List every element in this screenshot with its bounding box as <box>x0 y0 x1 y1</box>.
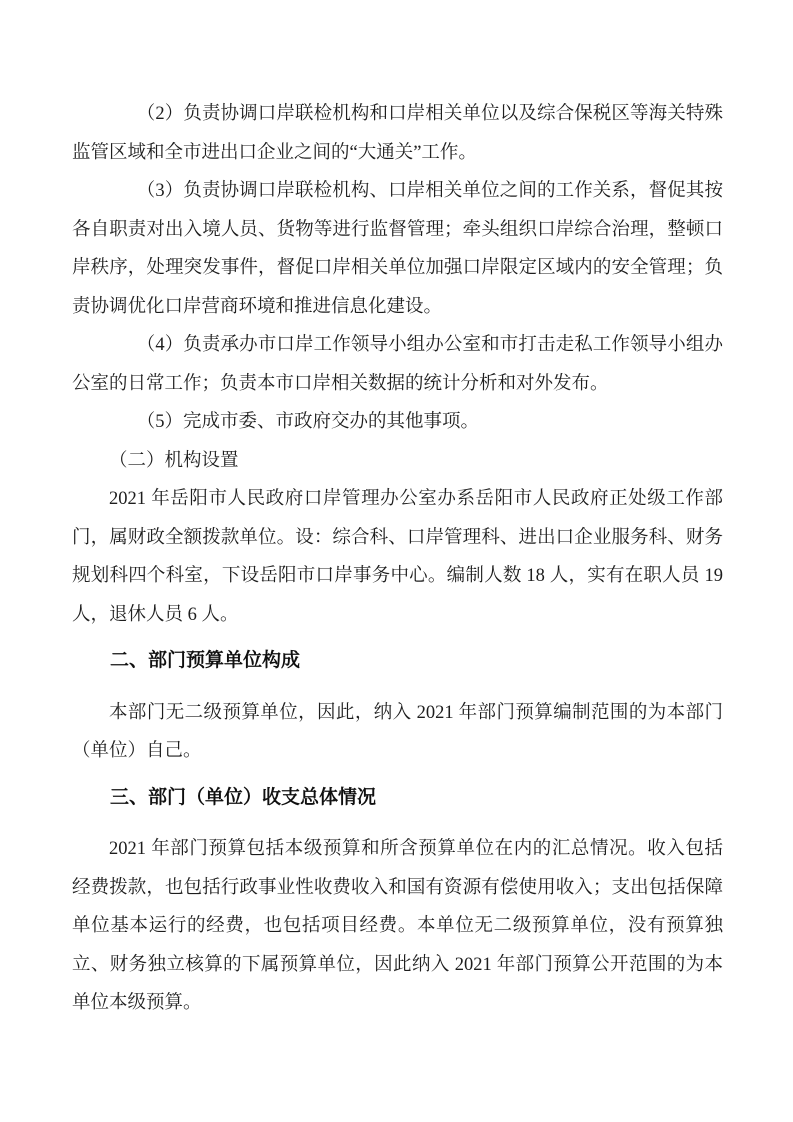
paragraph: （2）负责协调口岸联检机构和口岸相关单位以及综合保税区等海关特殊监管区域和全市进出口企业之间的“大通关”工作。 <box>72 104 723 163</box>
paragraph: 2021 年岳阳市人民政府口岸管理办公室办系岳阳市人民政府正处级工作部门，属财政全额拨款单位。设：综合科、口岸管理科、进出口企业服务科、财务规划科四个科室，下设岳阳市口岸事务中心。编制人数 18 人，实有在职人员 19 人，退休人员 6 人。 <box>72 489 723 625</box>
section-heading: 三、部门（单位）收支总体情况 <box>110 786 377 808</box>
paragraph: （5）完成市委、市政府交办的其他事项。 <box>136 412 480 432</box>
paragraph: 本部门无二级预算单位，因此，纳入 2021 年部门预算编制范围的为本部门（单位）自己。 <box>72 702 723 761</box>
paragraph: 2021 年部门预算包括本级预算和所含预算单位在内的汇总情况。收入包括经费拨款，也包括行政事业性收费收入和国有资源有偿使用收入；支出包括保障单位基本运行的经费，也包括项目经费。本单位无二级预算单位，没有预算独立、财务独立核算的下属预算单位，因此纳入 2021 年部门预算公开范围的为本单位本级预算。 <box>72 839 723 1013</box>
paragraph: （二）机构设置 <box>109 450 239 471</box>
document-body <box>72 95 723 1023</box>
paragraph: （3）负责协调口岸联检机构、口岸相关单位之间的工作关系，督促其按各自职责对出入境人员、货物等进行监督管理；牵头组织口岸综合治理，整顿口岸秩序，处理突发事件，督促口岸相关单位加强口岸限定区域内的安全管理；负责协调优化口岸营商环境和推进信息化建设。 <box>72 181 723 317</box>
section-heading: 二、部门预算单位构成 <box>110 650 301 671</box>
paragraph: （4）负责承办市口岸工作领导小组办公室和市打击走私工作领导小组办公室的日常工作；负责本市口岸相关数据的统计分析和对外发布。 <box>72 335 723 394</box>
